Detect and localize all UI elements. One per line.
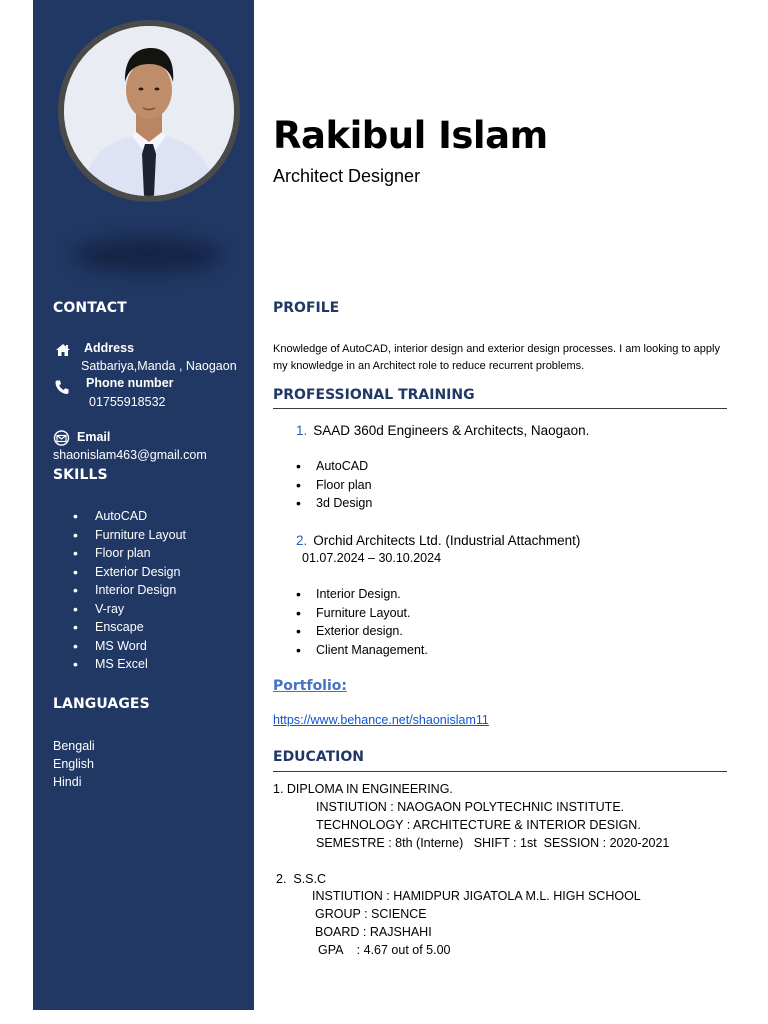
skill-item: • Furniture Layout (73, 526, 186, 545)
training-date: 01.07.2024 – 30.10.2024 (302, 551, 442, 565)
phone-icon (54, 379, 70, 400)
diploma-semester: SEMESTRE : 8th (Interne) SHIFT : 1st SESSION : 2020-2021 (316, 836, 670, 850)
sidebar (33, 0, 254, 1010)
training-bullet: • Floor plan (296, 476, 372, 495)
language-item: Hindi (53, 775, 82, 789)
ssc-group: GROUP : SCIENCE (315, 907, 427, 921)
training-item-1 (296, 423, 589, 438)
training-bullet: • Furniture Layout. (296, 604, 428, 623)
skill-item: • Enscape (73, 618, 186, 637)
training-bullet: • Interior Design. (296, 585, 428, 604)
ssc-title: 2. S.S.C (276, 872, 327, 886)
home-icon (55, 343, 71, 362)
contact-heading: CONTACT (53, 300, 127, 316)
training-item-2 (296, 533, 580, 548)
skills-list (73, 507, 186, 674)
education-heading: EDUCATION (273, 749, 364, 765)
training-divider (273, 408, 727, 409)
portfolio-heading: Portfolio: (273, 678, 347, 694)
profile-text: Knowledge of AutoCAD, interior design and exterior design processes. I am looking to apply my knowledge in an Architect role to reduce recurrent problems. (273, 343, 720, 372)
education-divider (273, 771, 727, 772)
skills-heading: SKILLS (53, 467, 108, 483)
training-2-bullets (296, 585, 428, 659)
address-value: Satbariya,Manda , Naogaon (81, 359, 237, 373)
email-label: Email (77, 430, 111, 444)
profile-heading: PROFILE (273, 300, 340, 316)
languages-heading: LANGUAGES (53, 696, 150, 712)
diploma-title: 1. DIPLOMA IN ENGINEERING. (273, 782, 453, 796)
candidate-name: Rakibul Islam (273, 114, 548, 157)
photo-shadow (73, 238, 223, 272)
ssc-gpa: GPA : 4.67 out of 5.00 (318, 943, 451, 957)
skill-item: • V-ray (73, 600, 186, 619)
training-bullet: • 3d Design (296, 494, 372, 513)
skill-item: • AutoCAD (73, 507, 186, 526)
candidate-title: Architect Designer (273, 166, 421, 186)
phone-label: Phone number (86, 376, 174, 390)
training-name: Orchid Architects Ltd. (Industrial Attachment) (313, 533, 581, 548)
skill-item: • Floor plan (73, 544, 186, 563)
training-number: 2. (296, 533, 308, 548)
diploma-technology: TECHNOLOGY : ARCHITECTURE & INTERIOR DESIGN. (316, 818, 641, 832)
diploma-institution: INSTIUTION : NAOGAON POLYTECHNIC INSTITUTE. (316, 800, 625, 814)
language-item: English (53, 757, 94, 771)
email-value[interactable]: shaonislam463@gmail.com (53, 448, 207, 462)
language-item: Bengali (53, 739, 95, 753)
training-number: 1. (296, 423, 308, 438)
training-bullet: • Client Management. (296, 641, 428, 660)
skill-item: • Exterior Design (73, 563, 186, 582)
ssc-board: BOARD : RAJSHAHI (315, 925, 432, 939)
training-bullet: • AutoCAD (296, 457, 372, 476)
skill-item: • MS Word (73, 637, 186, 656)
training-name: SAAD 360d Engineers & Architects, Naogaon. (313, 423, 590, 438)
skill-item: • MS Excel (73, 655, 186, 674)
training-bullet: • Exterior design. (296, 622, 428, 641)
address-label: Address (84, 341, 135, 355)
ssc-institution: INSTIUTION : HAMIDPUR JIGATOLA M.L. HIGH SCHOOL (312, 889, 641, 903)
portfolio-link[interactable]: https://www.behance.net/shaonislam11 (273, 713, 489, 727)
languages-list (53, 737, 95, 791)
phone-value: 01755918532 (89, 395, 166, 409)
training-1-bullets (296, 457, 372, 513)
profile-photo (64, 26, 234, 196)
profile-photo-frame (58, 20, 240, 202)
skill-item: • Interior Design (73, 581, 186, 600)
training-heading: PROFESSIONAL TRAINING (273, 387, 475, 403)
